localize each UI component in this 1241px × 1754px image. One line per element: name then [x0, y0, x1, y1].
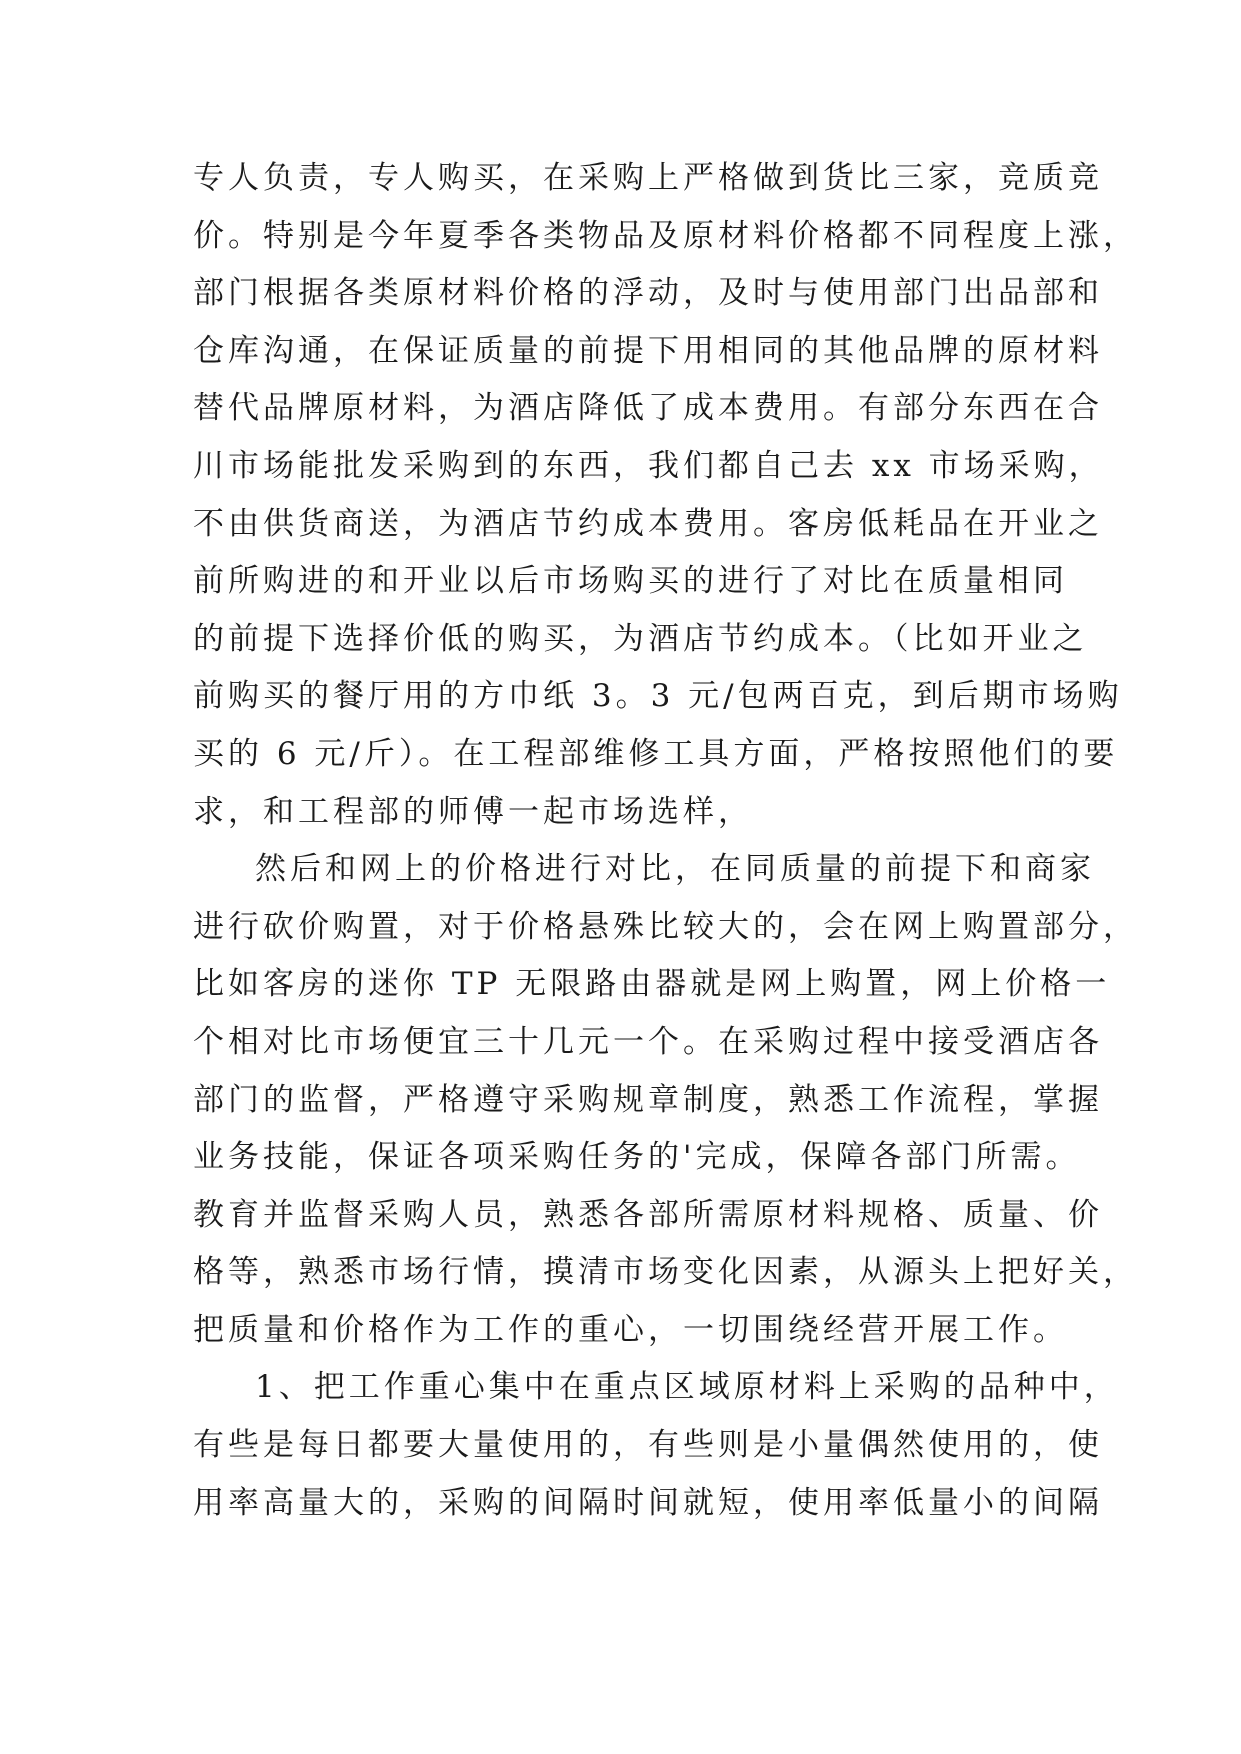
text-line: 比如客房的迷你 TP 无限路由器就是网上购置，网上价格一 — [193, 966, 1111, 1003]
text-line: 价。特别是今年夏季各类物品及原材料价格都不同程度上涨， — [193, 217, 1138, 254]
text-line: 格等，熟悉市场行情，摸清市场变化因素，从源头上把好关， — [193, 1254, 1138, 1291]
text-line: 求，和工程部的师傅一起市场选样， — [193, 793, 753, 830]
text-line: 仓库沟通，在保证质量的前提下用相同的其他品牌的原材料 — [193, 332, 1103, 369]
text-line: 替代品牌原材料，为酒店降低了成本费用。有部分东西在合 — [193, 390, 1103, 427]
text-line: 部门根据各类原材料价格的浮动，及时与使用部门出品部和 — [193, 275, 1103, 312]
text-line: 不由供货商送，为酒店节约成本费用。客房低耗品在开业之 — [193, 505, 1103, 542]
paragraph-start-line: 然后和网上的价格进行对比，在同质量的前提下和商家 — [255, 851, 1095, 888]
paragraph-start-line: 1、把工作重心集中在重点区域原材料上采购的品种中， — [255, 1369, 1119, 1406]
text-line: 川市场能批发采购到的东西，我们都自己去 xx 市场采购， — [193, 447, 1104, 484]
text-line: 业务技能，保证各项采购任务的'完成，保障各部门所需。 — [193, 1139, 1081, 1176]
body-text — [193, 150, 1138, 1532]
text-line: 用率高量大的，采购的间隔时间就短，使用率低量小的间隔 — [193, 1484, 1103, 1521]
text-line: 买的 6 元/斤）。在工程部维修工具方面，严格按照他们的要 — [193, 735, 1119, 772]
text-line: 个相对比市场便宜三十几元一个。在采购过程中接受酒店各 — [193, 1023, 1103, 1060]
text-line: 把质量和价格作为工作的重心，一切围绕经营开展工作。 — [193, 1311, 1068, 1348]
text-line: 教育并监督采购人员，熟悉各部所需原材料规格、质量、价 — [193, 1196, 1103, 1233]
text-line: 的前提下选择价低的购买，为酒店节约成本。（比如开业之 — [193, 620, 1088, 657]
text-line: 前购买的餐厅用的方巾纸 3。3 元/包两百克，到后期市场购 — [193, 678, 1123, 715]
text-line: 前所购进的和开业以后市场购买的进行了对比在质量相同 — [193, 563, 1068, 600]
text-line: 专人负责，专人购买，在采购上严格做到货比三家，竞质竞 — [193, 160, 1103, 196]
text-line: 进行砍价购置，对于价格悬殊比较大的，会在网上购置部分， — [193, 908, 1138, 945]
text-line: 有些是每日都要大量使用的，有些则是小量偶然使用的，使 — [193, 1427, 1103, 1464]
text-line: 部门的监督，严格遵守采购规章制度，熟悉工作流程，掌握 — [193, 1081, 1103, 1118]
